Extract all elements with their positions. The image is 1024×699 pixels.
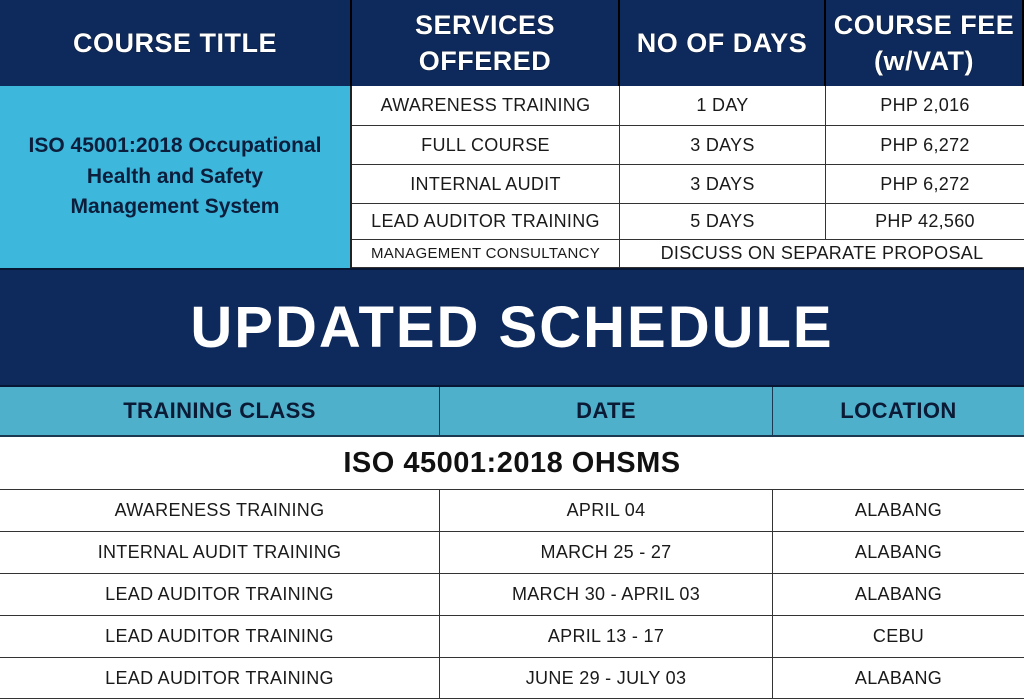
header-course-fee-line1: COURSE FEE — [833, 9, 1015, 40]
service-cell-consultancy: MANAGEMENT CONSULTANCY — [352, 240, 620, 268]
service-cell: INTERNAL AUDIT — [352, 165, 620, 204]
header-services-offered-label — [415, 7, 555, 80]
location-cell: ALABANG — [773, 658, 1024, 699]
fee-cell: PHP 42,560 — [826, 204, 1024, 240]
fee-cell: PHP 2,016 — [826, 86, 1024, 126]
header-services-line1: SERVICES — [414, 9, 556, 40]
training-class-cell: INTERNAL AUDIT TRAINING — [0, 532, 440, 574]
fee-cell: PHP 6,272 — [826, 165, 1024, 204]
course-name-line2: Health and Safety — [86, 164, 264, 188]
service-cell: LEAD AUDITOR TRAINING — [352, 204, 620, 240]
service-cell: AWARENESS TRAINING — [352, 86, 620, 126]
days-cell: 1 DAY — [620, 86, 826, 126]
course-fee-table — [0, 0, 1024, 268]
date-cell: APRIL 04 — [440, 490, 773, 532]
date-cell: MARCH 25 - 27 — [440, 532, 773, 574]
header-course-fee-label — [834, 7, 1015, 80]
header-course-fee-line2: (w/VAT) — [874, 46, 974, 76]
header-training-class: TRAINING CLASS — [0, 387, 440, 437]
header-no-of-days — [620, 0, 826, 86]
training-class-cell: LEAD AUDITOR TRAINING — [0, 658, 440, 699]
schedule-group-title: ISO 45001:2018 OHSMS — [0, 437, 1024, 490]
header-course-fee — [826, 0, 1024, 86]
date-cell: APRIL 13 - 17 — [440, 616, 773, 658]
header-no-of-days-label: NO OF DAYS — [636, 27, 808, 58]
location-cell: CEBU — [773, 616, 1024, 658]
updated-schedule-banner — [0, 268, 1024, 387]
date-cell: JUNE 29 - JULY 03 — [440, 658, 773, 699]
training-class-cell: LEAD AUDITOR TRAINING — [0, 574, 440, 616]
updated-schedule-title: UPDATED SCHEDULE — [190, 295, 834, 360]
schedule-table — [0, 387, 1024, 699]
course-name-cell — [0, 86, 352, 268]
header-course-title-label: COURSE TITLE — [72, 27, 277, 58]
header-date: DATE — [440, 387, 773, 437]
fee-cell: PHP 6,272 — [826, 126, 1024, 165]
header-services-offered — [352, 0, 620, 86]
date-cell: MARCH 30 - APRIL 03 — [440, 574, 773, 616]
location-cell: ALABANG — [773, 532, 1024, 574]
training-class-cell: LEAD AUDITOR TRAINING — [0, 616, 440, 658]
consultancy-note: DISCUSS ON SEPARATE PROPOSAL — [620, 240, 1024, 268]
days-cell: 3 DAYS — [620, 165, 826, 204]
course-name-line3: Management System — [70, 195, 280, 219]
header-course-title — [0, 0, 352, 86]
location-cell: ALABANG — [773, 490, 1024, 532]
days-cell: 3 DAYS — [620, 126, 826, 165]
course-name-line1: ISO 45001:2018 Occupational — [28, 134, 322, 158]
location-cell: ALABANG — [773, 574, 1024, 616]
training-class-cell: AWARENESS TRAINING — [0, 490, 440, 532]
header-services-line2: OFFERED — [418, 46, 552, 76]
header-location: LOCATION — [773, 387, 1024, 437]
service-cell: FULL COURSE — [352, 126, 620, 165]
days-cell: 5 DAYS — [620, 204, 826, 240]
course-name — [29, 131, 322, 222]
